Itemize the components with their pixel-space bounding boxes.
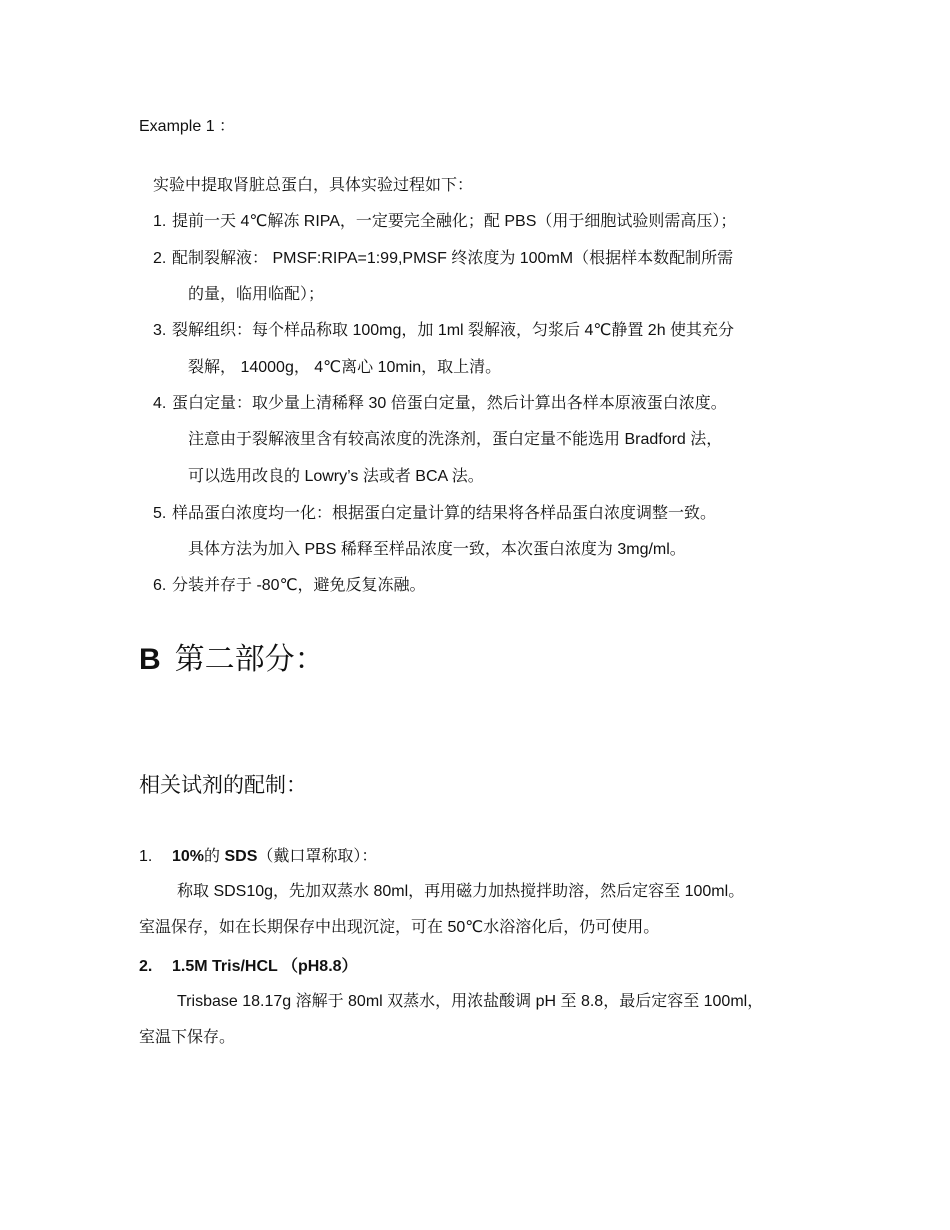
step-number: 1. <box>153 213 167 230</box>
item-number: 1. <box>139 848 153 865</box>
reagent-1-title <box>139 847 377 867</box>
step-text: 配制裂解液： PMSF:RIPA=1:99,PMSF 终浓度为 100mM（根据样本数配制所需 <box>172 250 734 267</box>
step-5-continued: 具体方法为加入 PBS 稀释至样品浓度一致，本次蛋白浓度为 3mg/ml。 <box>188 541 686 558</box>
step-3 <box>153 321 734 341</box>
section-letter: B <box>139 643 161 676</box>
step-number: 5. <box>153 505 167 522</box>
step-number: 4. <box>153 395 167 412</box>
step-2 <box>153 249 733 269</box>
step-4 <box>153 394 727 414</box>
item-title-bold: 1.5M Tris/HCL （pH8.8） <box>172 958 358 975</box>
step-1 <box>153 212 736 232</box>
step-text: 分装并存于 -80℃，避免反复冻融。 <box>172 577 426 594</box>
section-b-heading <box>139 640 325 680</box>
item-title-mid: 的 <box>204 848 225 865</box>
item-title-rest: （戴口罩称取）： <box>257 848 378 865</box>
step-6 <box>153 576 426 596</box>
step-3-continued: 裂解， 14000g， 4℃离心 10min，取上清。 <box>188 359 502 376</box>
step-number: 6. <box>153 577 167 594</box>
step-text: 样品蛋白浓度均一化：根据蛋白定量计算的结果将各样品蛋白浓度调整一致。 <box>172 505 717 522</box>
step-number: 2. <box>153 250 167 267</box>
section-title: 第二部分： <box>174 643 325 676</box>
item-title-bold-2: SDS <box>224 848 258 865</box>
example-heading: Example 1 ： <box>139 118 236 135</box>
step-4-note: 注意由于裂解液里含有较高浓度的洗涤剂，蛋白定量不能选用 Bradford 法， <box>188 431 723 448</box>
step-text: 蛋白定量：取少量上清稀释 30 倍蛋白定量，然后计算出各样本原液蛋白浓度。 <box>172 395 727 412</box>
reagent-1-paragraph: 称取 SDS10g，先加双蒸水 80ml，再用磁力加热搅拌助溶，然后定容至 100ml。 <box>177 883 745 900</box>
reagent-2-title <box>139 957 358 977</box>
subsection-heading: 相关试剂的配制： <box>139 774 307 797</box>
item-number: 2. <box>139 958 153 975</box>
reagent-1-paragraph-continued: 室温保存，如在长期保存中出现沉淀，可在 50℃水浴溶化后，仍可使用。 <box>139 919 660 936</box>
step-text: 提前一天 4℃解冻 RIPA，一定要完全融化；配 PBS（用于细胞试验则需高压）； <box>172 213 737 230</box>
intro-text: 实验中提取肾脏总蛋白，具体实验过程如下： <box>153 177 474 194</box>
step-5 <box>153 504 716 524</box>
step-2-continued: 的量，临用临配）； <box>188 286 325 303</box>
step-number: 3. <box>153 322 167 339</box>
reagent-2-paragraph: Trisbase 18.17g 溶解于 80ml 双蒸水，用浓盐酸调 pH 至 8.8，最后定容至 100ml， <box>177 993 764 1010</box>
step-4-note-continued: 可以选用改良的 Lowry’s 法或者 BCA 法。 <box>188 468 484 485</box>
reagent-2-paragraph-continued: 室温下保存。 <box>139 1029 236 1046</box>
item-title-bold: 10% <box>172 848 205 865</box>
step-text: 裂解组织：每个样品称取 100mg，加 1ml 裂解液，匀浆后 4℃静置 2h 使其充分 <box>172 322 735 339</box>
